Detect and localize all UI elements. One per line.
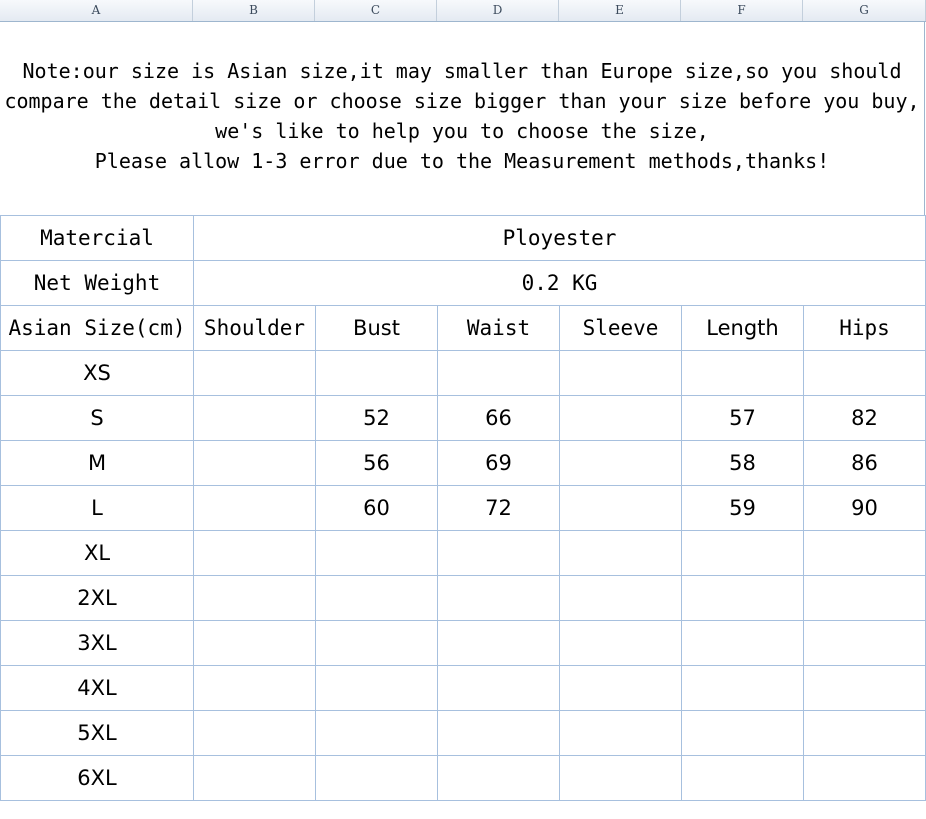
size-label-cell[interactable]: S <box>1 396 194 441</box>
measurement-cell[interactable] <box>560 441 682 486</box>
measurement-cell[interactable] <box>560 576 682 621</box>
measurement-cell[interactable] <box>194 756 316 801</box>
size-chart-table <box>0 215 926 801</box>
measurement-cell[interactable] <box>560 621 682 666</box>
measurement-cell[interactable] <box>438 351 560 396</box>
measurement-cell[interactable]: 90 <box>804 486 926 531</box>
header-cell-shoulder[interactable]: Shoulder <box>194 306 316 351</box>
size-note-text <box>4 56 919 176</box>
measurement-cell[interactable] <box>316 531 438 576</box>
measurement-cell[interactable] <box>804 711 926 756</box>
measurement-cell[interactable]: 56 <box>316 441 438 486</box>
note-line: Please allow 1-3 error due to the Measurement methods,thanks! <box>94 148 830 173</box>
size-label-cell[interactable]: M <box>1 441 194 486</box>
column-header-bar <box>0 0 926 22</box>
column-header-c[interactable]: C <box>315 0 437 21</box>
measurement-cell[interactable] <box>316 666 438 711</box>
measurement-cell[interactable]: 72 <box>438 486 560 531</box>
measurement-cell[interactable] <box>194 486 316 531</box>
header-cell-size[interactable]: Asian Size(cm) <box>1 306 194 351</box>
measurement-cell[interactable]: 52 <box>316 396 438 441</box>
measurement-cell[interactable] <box>194 396 316 441</box>
header-cell-length[interactable]: Length <box>682 306 804 351</box>
measurement-cell[interactable] <box>438 531 560 576</box>
header-cell-sleeve[interactable]: Sleeve <box>560 306 682 351</box>
measurement-cell[interactable]: 57 <box>682 396 804 441</box>
size-label-cell[interactable]: XS <box>1 351 194 396</box>
measurement-cell[interactable] <box>682 711 804 756</box>
size-label-cell[interactable]: 4XL <box>1 666 194 711</box>
measurement-cell[interactable] <box>194 621 316 666</box>
header-cell-hips[interactable]: Hips <box>804 306 926 351</box>
size-row <box>1 756 926 801</box>
measurement-cell[interactable] <box>438 621 560 666</box>
note-line: we's like to help you to choose the size, <box>215 118 709 143</box>
column-header-e[interactable]: E <box>559 0 681 21</box>
column-header-a[interactable]: A <box>0 0 193 21</box>
size-row <box>1 396 926 441</box>
measurement-cell[interactable] <box>682 621 804 666</box>
material-row <box>1 216 926 261</box>
note-line: compare the detail size or choose size bigger than your size before you buy, <box>4 88 920 113</box>
size-row <box>1 666 926 711</box>
measurement-cell[interactable] <box>560 486 682 531</box>
size-row <box>1 531 926 576</box>
size-row <box>1 621 926 666</box>
weight-row <box>1 261 926 306</box>
size-label-cell[interactable]: 2XL <box>1 576 194 621</box>
measurement-cell[interactable]: 66 <box>438 396 560 441</box>
size-row <box>1 351 926 396</box>
weight-value-cell[interactable]: 0.2 KG <box>194 261 926 306</box>
size-label-cell[interactable]: 3XL <box>1 621 194 666</box>
measurement-cell[interactable]: 59 <box>682 486 804 531</box>
measurement-cell[interactable] <box>682 576 804 621</box>
measurement-cell[interactable] <box>560 351 682 396</box>
measurement-cell[interactable]: 60 <box>316 486 438 531</box>
measurement-cell[interactable] <box>194 531 316 576</box>
measurement-cell[interactable] <box>682 351 804 396</box>
measurement-cell[interactable] <box>560 711 682 756</box>
measurement-cell[interactable] <box>804 621 926 666</box>
measurement-cell[interactable] <box>194 711 316 756</box>
measurement-cell[interactable] <box>316 351 438 396</box>
measurement-cell[interactable] <box>438 711 560 756</box>
measurement-cell[interactable] <box>804 576 926 621</box>
measurement-cell[interactable] <box>682 531 804 576</box>
measurement-cell[interactable]: 86 <box>804 441 926 486</box>
measurement-cell[interactable] <box>438 576 560 621</box>
size-row <box>1 441 926 486</box>
measurement-cell[interactable] <box>682 756 804 801</box>
measurement-cell[interactable] <box>194 666 316 711</box>
measurement-cell[interactable] <box>316 576 438 621</box>
size-label-cell[interactable]: XL <box>1 531 194 576</box>
measurement-cell[interactable] <box>438 756 560 801</box>
measurement-cell[interactable] <box>194 576 316 621</box>
measurement-cell[interactable] <box>194 441 316 486</box>
measurement-cell[interactable] <box>804 666 926 711</box>
note-line: Note:our size is Asian size,it may smaller than Europe size,so you should <box>22 58 902 83</box>
size-row <box>1 576 926 621</box>
size-label-cell[interactable]: 5XL <box>1 711 194 756</box>
measurement-cell[interactable] <box>316 756 438 801</box>
measurement-cell[interactable] <box>804 351 926 396</box>
measurement-cell[interactable] <box>316 621 438 666</box>
column-header-d[interactable]: D <box>437 0 559 21</box>
header-cell-waist[interactable]: Waist <box>438 306 560 351</box>
column-header-g[interactable]: G <box>803 0 926 21</box>
column-header-b[interactable]: B <box>193 0 315 21</box>
measurement-cell[interactable] <box>560 666 682 711</box>
measurement-cell[interactable]: 69 <box>438 441 560 486</box>
column-header-f[interactable]: F <box>681 0 803 21</box>
measurement-cell[interactable] <box>804 756 926 801</box>
measurement-header-row <box>1 306 926 351</box>
measurement-cell[interactable] <box>804 531 926 576</box>
size-label-cell[interactable]: 6XL <box>1 756 194 801</box>
measurement-cell[interactable] <box>194 351 316 396</box>
size-row <box>1 711 926 756</box>
measurement-cell[interactable] <box>560 756 682 801</box>
measurement-cell[interactable] <box>316 711 438 756</box>
material-label-cell[interactable]: Matercial <box>1 216 194 261</box>
measurement-cell[interactable]: 82 <box>804 396 926 441</box>
size-row <box>1 486 926 531</box>
weight-label-cell[interactable]: Net Weight <box>1 261 194 306</box>
size-label-cell[interactable]: L <box>1 486 194 531</box>
measurement-cell[interactable] <box>560 396 682 441</box>
material-value-cell[interactable]: Ployester <box>194 216 926 261</box>
size-note-cell[interactable] <box>0 22 925 215</box>
measurement-cell[interactable] <box>682 666 804 711</box>
measurement-cell[interactable] <box>438 666 560 711</box>
header-cell-bust[interactable]: Bust <box>316 306 438 351</box>
measurement-cell[interactable] <box>560 531 682 576</box>
measurement-cell[interactable]: 58 <box>682 441 804 486</box>
